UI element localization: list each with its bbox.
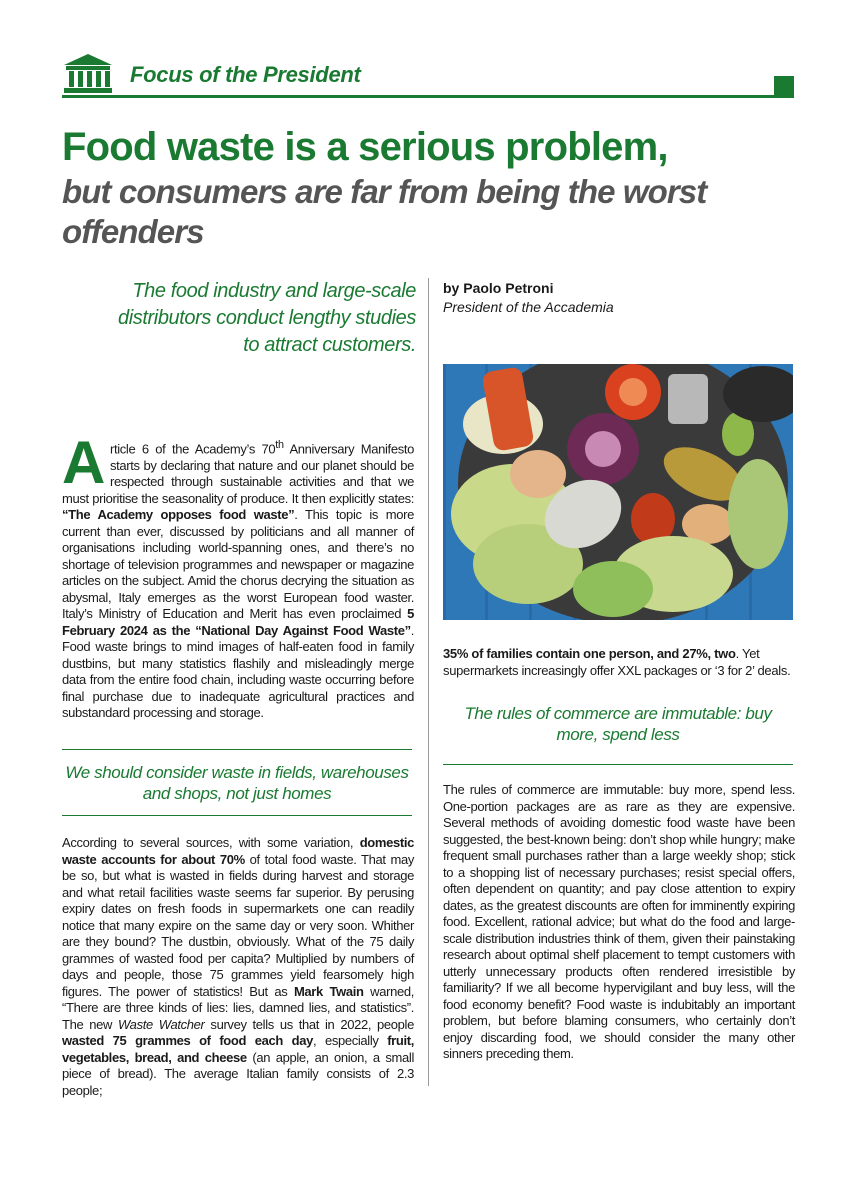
intro-text-1: rticle 6 of the Academy’s 70 — [109, 441, 276, 457]
left-bold-4: fruit, vegetables, bread, and cheese — [62, 1033, 414, 1065]
left-text-3: warned, “There are three kinds of lies: lies, damned lies, and statistics”. The new — [62, 983, 414, 1032]
left-bold-2: Mark Twain — [293, 983, 364, 999]
right-column-paragraph: The rules of commerce are immutable: buy more, spend less. One-portion packages are as rare as they are expensive. Several methods of avoiding domestic food waste have been suggested, the best-known being: don’t shop while hungry; make frequent small purchases rather than a large weekly shop; stick to a shopping list of necessary purchases; resist special offers, often dependent on quantity; and pay close attention to expiry dates, as the greatest discounts are often for imminently expiring food. Excellent, rational advice; but what do the food and large-scale distribution industries think of them, given their painstaking research about optimal shelf placement to tempt customers with utterly unnecessary products often rendered irresistible by familiarity? If we all become hypervigilant and buy less, will the food economy benefit? Food waste is indubitably an important problem, but before blaming consumers, who certainly don’t enjoy discarding food, we should consider the many other sinners preceding them. — [443, 782, 795, 1061]
intro-bold-2: 5 February 2024 as the “National Day Against Food Waste” — [62, 606, 414, 638]
intro-bold-1: “The Academy opposes food waste” — [62, 507, 295, 523]
caption-bold: 35% of families contain one person, and 27%, two — [443, 646, 736, 661]
left-bold-3: wasted 75 grammes of food each day — [62, 1033, 314, 1048]
column-divider — [428, 278, 429, 1086]
intro-text-3: . This topic is more current than ever, discussed by politicians and all manner of organisations including world-spanning ones, and there’s no shortage of television programmes and newspaper or magazine articles on the subject. Amid the chorus decrying the situation as abysmal, Italy emerges as the worst European food waster. Italy’s Ministry of Education and Merit has even proclaimed — [62, 507, 414, 622]
left-column-paragraph — [62, 835, 414, 1099]
pullquote-top: The food industry and large-scale distributors conduct lengthy studies to attract customers. — [118, 280, 416, 356]
left-text-5: , especially — [313, 1033, 388, 1048]
pullquote-left: We should consider waste in fields, warehouses and shops, not just homes — [65, 763, 409, 803]
food-waste-photo — [443, 364, 793, 620]
left-text-2: of total food waste. That may be so, but what is wasted in fields during harvest and storage and what retail facilities waste seems far superior. By perusing expiry dates on fresh foods in supermarkets one can readily notice that many expire on the same day or very soon. Whither are they bound? The dustbin, obviously. What of the 75 daily grammes of wasted food per capita? Multiplied by numbers of days and people, those 75 grammes yield fearsomely high figures. The power of statistics! But as — [62, 851, 414, 999]
intro-paragraph — [62, 429, 414, 722]
header-rule — [62, 95, 794, 98]
headline: Food waste is a serious problem, — [62, 125, 668, 169]
temple-icon — [62, 52, 114, 94]
photo-caption — [443, 645, 795, 679]
byline — [443, 279, 793, 317]
intro-superscript: th — [275, 439, 284, 451]
author-title: President of the Accademia — [443, 299, 614, 315]
caption-rest: . Yet supermarkets increasingly offer XXL packages or ‘3 for 2’ deals. — [443, 646, 791, 678]
left-bold-1: domestic waste accounts for about 70% — [62, 835, 414, 867]
left-italic-1: Waste Watcher — [118, 1016, 205, 1032]
author-name: by Paolo Petroni — [443, 280, 554, 296]
pullquote-left-rule-top — [62, 749, 412, 750]
left-text-1: According to several sources, with some variation, — [62, 835, 360, 850]
left-text-4: survey tells us that in 2022, people — [204, 1016, 414, 1032]
pullquote-right-rule — [443, 764, 793, 765]
subheadline: but consumers are far from being the worst offenders — [62, 173, 707, 250]
intro-text-4: . Food waste brings to mind images of half-eaten food in family dustbins, but many statistics flashily and misleadingly merge data from the entire food chain, including waste occurring before final purchase due to inadequate agricultural practices and substandard processing and storage. — [62, 622, 414, 721]
section-label: Focus of the President — [130, 62, 361, 87]
left-text-6: (an apple, an onion, a small piece of bread). The average Italian family consists of 2.3 people; — [62, 1049, 414, 1098]
drop-cap: A — [62, 429, 105, 496]
header-square-marker — [774, 76, 794, 96]
pullquote-left-rule-bottom — [62, 815, 412, 816]
intro-text-2: Anniversary Manifesto starts by declaring that nature and our planet should be respected through sustainable activities and that we must prioritise the seasonality of produce. It then explicitly states: — [62, 441, 414, 506]
section-header — [62, 52, 794, 98]
pullquote-right: The rules of commerce are immutable: buy more, spend less — [464, 704, 772, 744]
